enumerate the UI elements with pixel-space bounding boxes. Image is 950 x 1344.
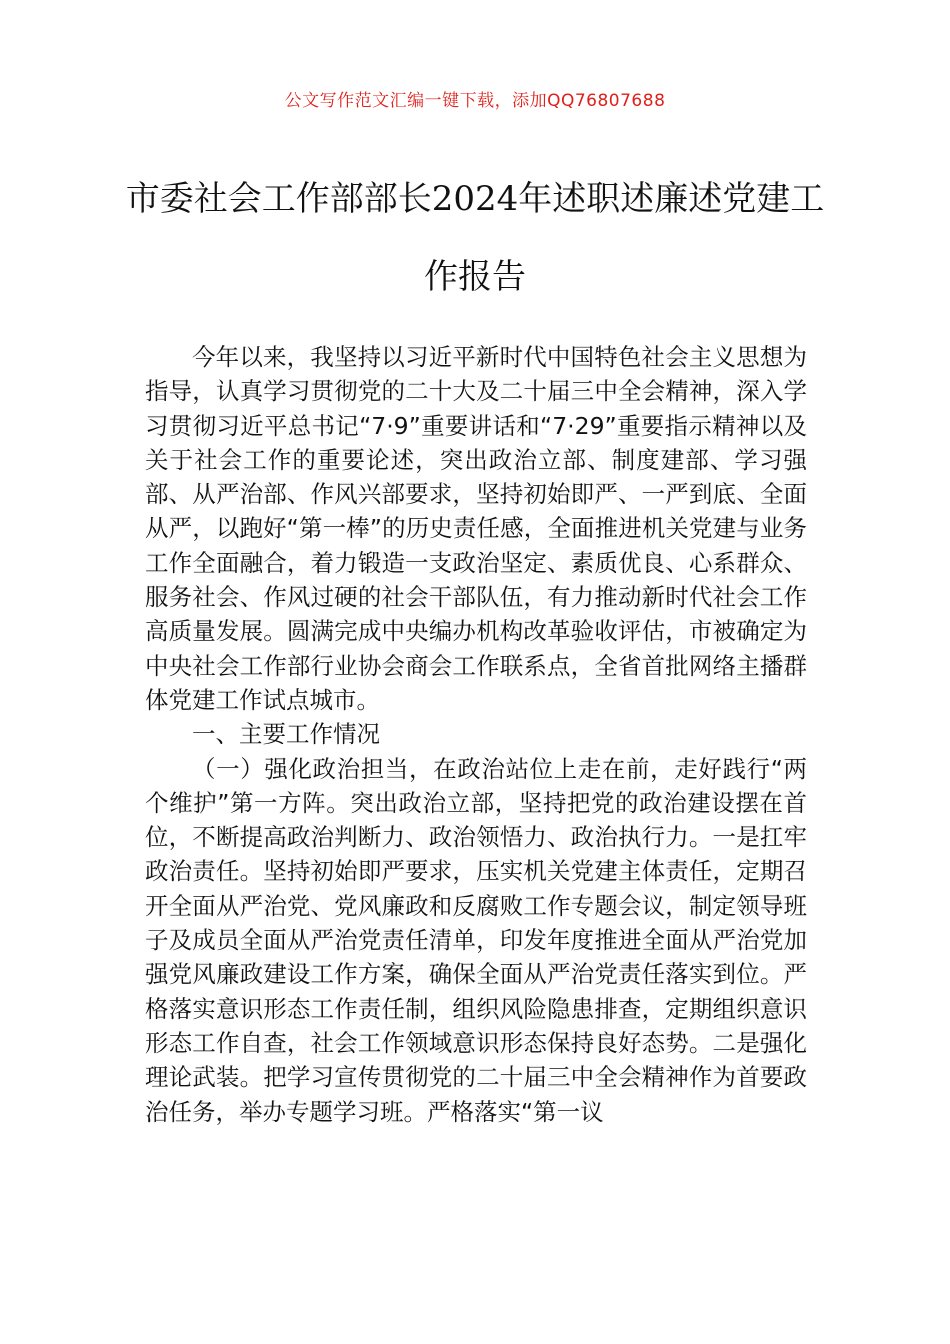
body-paragraph-intro: 今年以来，我坚持以习近平新时代中国特色社会主义思想为指导，认真学习贯彻党的二十大及二十届三中全会精神，深入学习贯彻习近平总书记“7·9”重要讲话和“7·29”重要指示精神以及关于社会工作的重要论述，突出政治立部、制度建部、学习强部、从严治部、作风兴部要求，坚持初始即严、一严到底、全面从严，以跑好“第一棒”的历史责任感，全面推进机关党建与业务工作全面融合，着力锻造一支政治坚定、素质优良、心系群众、服务社会、作风过硬的社会干部队伍，有力推动新时代社会工作高质量发展。圆满完成中央编办机构改革验收评估，市被确定为中央社会工作部行业协会商会工作联系点，全省首批网络主播群体党建工作试点城市。 <box>145 343 807 714</box>
section-heading: 一、主要工作情况 <box>192 720 380 749</box>
body-paragraph-section-1: （一）强化政治担当，在政治站位上走在前，走好践行“两个维护”第一方阵。突出政治立部，坚持把党的政治建设摆在首位，不断提高政治判断力、政治领悟力、政治执行力。一是扛牢政治责任。坚持初始即严要求，压实机关党建主体责任，定期召开全面从严治党、党风廉政和反腐败工作专题会议，制定领导班子及成员全面从严治党责任清单，印发年度推进全面从严治党加强党风廉政建设工作方案，确保全面从严治党责任落实到位。严格落实意识形态工作责任制，组织风险隐患排查，定期组织意识形态工作自查，社会工作领域意识形态保持良好态势。二是强化理论武装。把学习宣传贯彻党的二十届三中全会精神作为首要政治任务，举办专题学习班。严格落实“第一议 <box>145 754 807 1126</box>
document-body <box>145 340 807 1129</box>
header-banner: 公文写作范文汇编一键下载，添加QQ76807688 <box>284 91 666 111</box>
document-title: 市委社会工作部部长2024年述职述廉述党建工作报告 <box>125 179 825 297</box>
